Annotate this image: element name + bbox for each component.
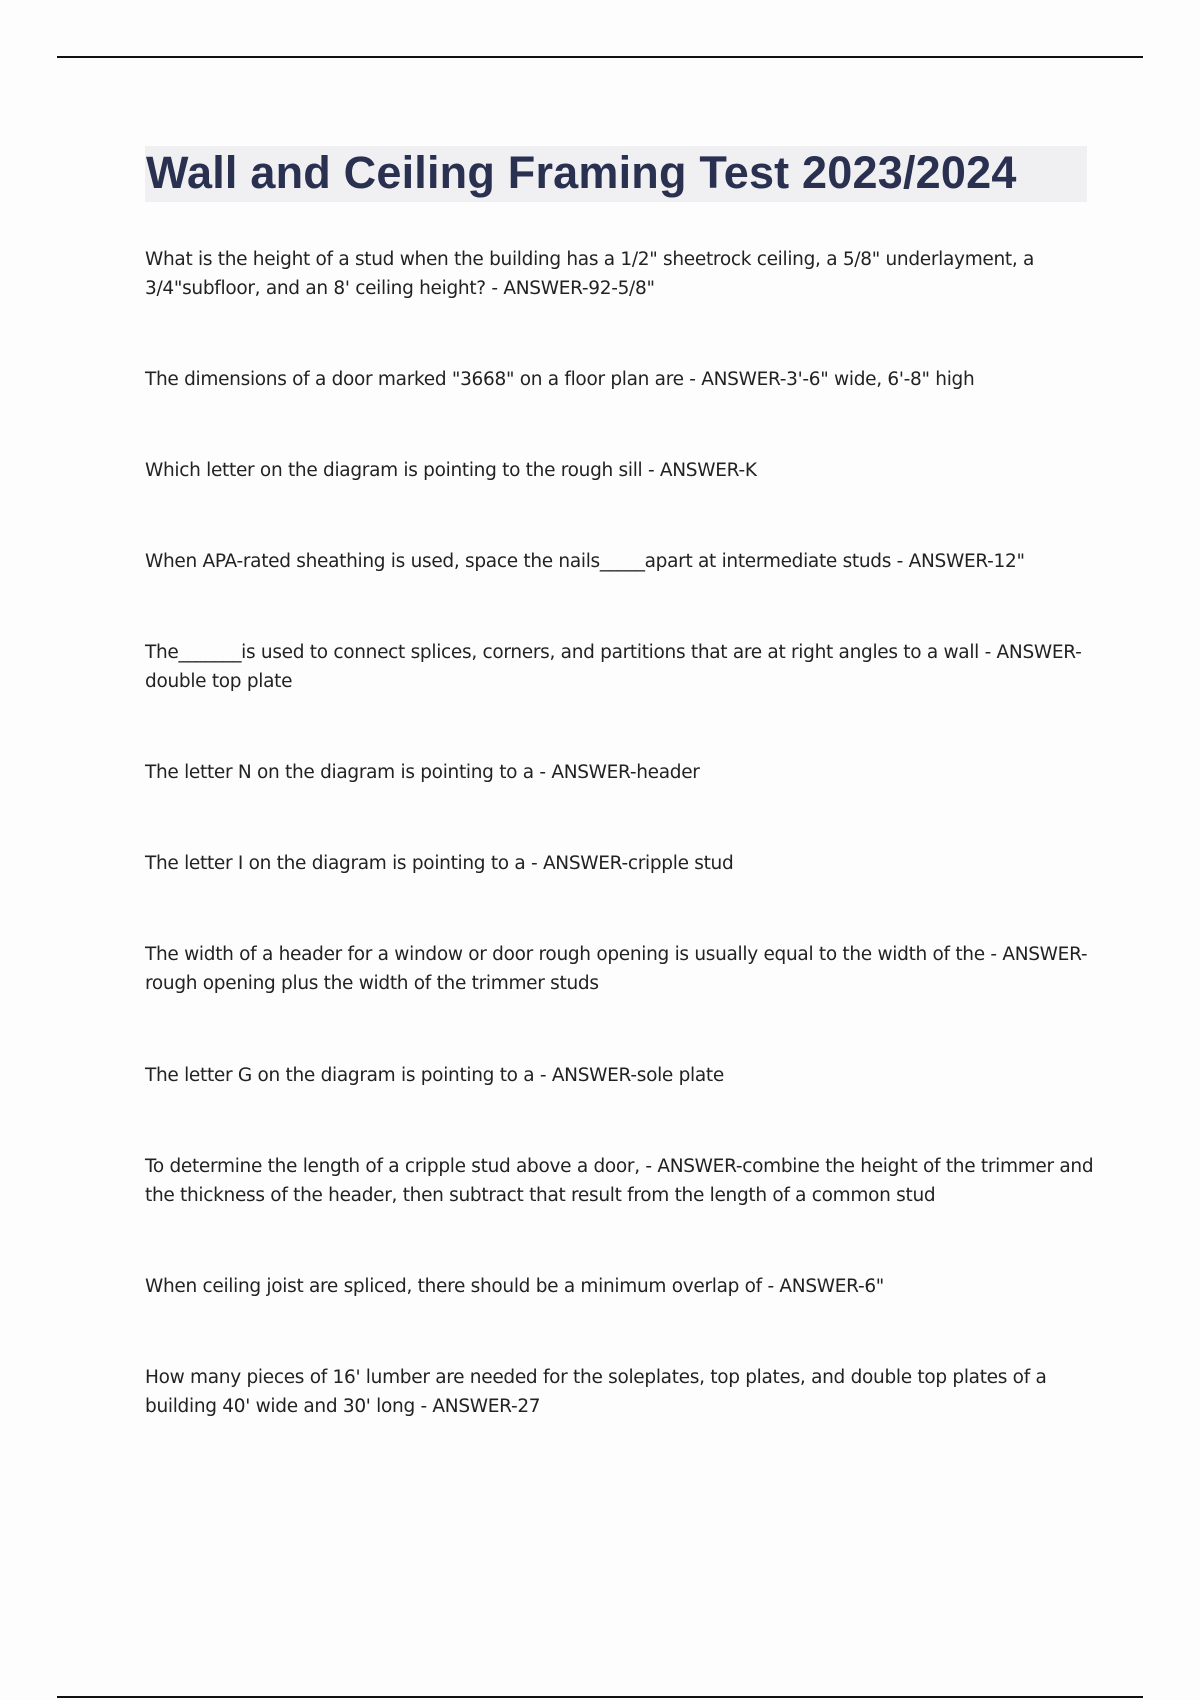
qa-item-9: The letter G on the diagram is pointing to a - ANSWER-sole plate xyxy=(145,1065,724,1086)
qa-item-4: When APA-rated sheathing is used, space the nails_____apart at intermediate studs - ANSWER-12" xyxy=(145,551,1025,572)
qa-item-8: The width of a header for a window or door rough opening is usually equal to the width of the - ANSWER-rough opening plus the width of the trimmer studs xyxy=(145,944,1088,994)
qa-item-11: When ceiling joist are spliced, there should be a minimum overlap of - ANSWER-6" xyxy=(145,1276,885,1297)
qa-item-3: Which letter on the diagram is pointing to the rough sill - ANSWER-K xyxy=(145,460,757,481)
qa-item-2: The dimensions of a door marked "3668" on a floor plan are - ANSWER-3'-6" wide, 6'-8" high xyxy=(145,369,975,390)
qa-item-1: What is the height of a stud when the building has a 1/2" sheetrock ceiling, a 5/8" underlayment, a 3/4"subfloor, and an 8' ceiling height? - ANSWER-92-5/8" xyxy=(145,249,1035,299)
qa-item-7: The letter I on the diagram is pointing to a - ANSWER-cripple stud xyxy=(145,853,734,874)
footer-rule xyxy=(57,1696,1143,1698)
qa-item-6: The letter N on the diagram is pointing to a - ANSWER-header xyxy=(145,762,700,783)
header-rule xyxy=(57,56,1143,58)
qa-item-5: The_______is used to connect splices, corners, and partitions that are at right angles to a wall - ANSWER-double top plate xyxy=(145,642,1082,692)
document-title: Wall and Ceiling Framing Test 2023/2024 xyxy=(146,147,1017,198)
qa-item-10: To determine the length of a cripple stud above a door, - ANSWER-combine the height of the trimmer and the thickness of the header, then subtract that result from the length of a common stud xyxy=(145,1156,1094,1206)
qa-item-12: How many pieces of 16' lumber are needed for the soleplates, top plates, and double top plates of a building 40' wide and 30' long - ANSWER-27 xyxy=(145,1367,1047,1417)
